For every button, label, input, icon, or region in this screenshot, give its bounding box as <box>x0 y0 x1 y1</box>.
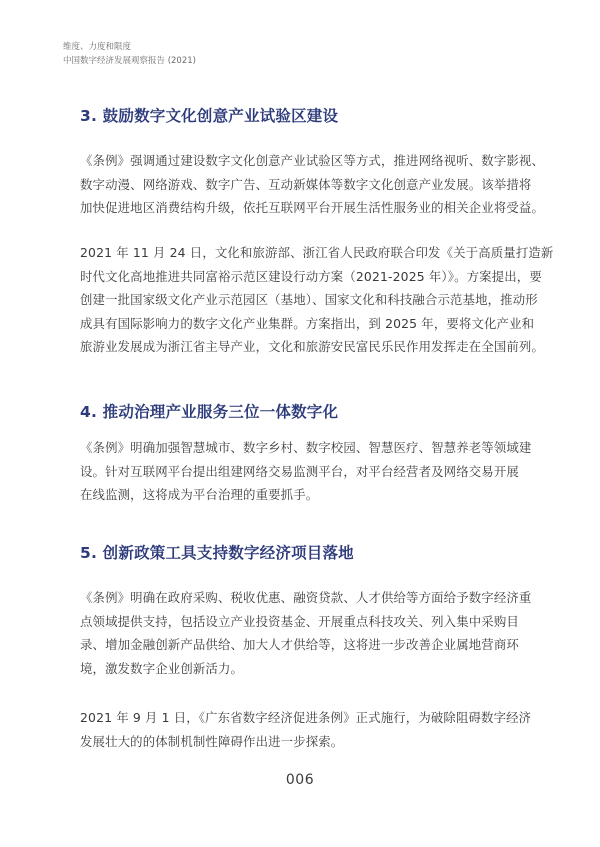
section-4-title: 4. 推动治理产业服务三位一体数字化 <box>80 403 339 421</box>
running-header <box>63 40 196 68</box>
header-line-1: 维度、力度和限度 <box>63 42 132 52</box>
section-4-paragraph-1 <box>80 436 540 507</box>
text-line: 点领域提供支持，包括设立产业投资基金、开展重点科技攻关、列入集中采购目 <box>80 613 519 629</box>
section-5-paragraph-1 <box>80 586 540 680</box>
section-3-title: 3. 鼓励数字文化创意产业试验区建设 <box>80 107 339 125</box>
section-3-paragraph-1 <box>80 149 545 220</box>
text-line: 成具有国际影响力的数字文化产业集群。方案指出，到 2025 年，要将文化产业和 <box>80 315 535 331</box>
text-line: 旅游业发展成为浙江省主导产业，文化和旅游安民富民乐民作用发挥走在全国前列。 <box>80 339 545 355</box>
text-line: 录、增加金融创新产品供给、加大人才供给等，这将进一步改善企业属地营商环 <box>80 637 519 653</box>
text-line: 《条例》明确加强智慧城市、数字乡村、数字校园、智慧医疗、智慧养老等领域建 <box>80 440 532 455</box>
text-line: 发展壮大的的体制机制性障碍作出进一步探索。 <box>80 733 344 749</box>
text-line: 《条例》强调通过建设数字文化创意产业试验区等方式，推进网络视听、数字影视、 <box>80 153 545 168</box>
section-3-paragraph-2 <box>80 241 554 359</box>
text-line: 加快促进地区消费结构升级，依托互联网平台开展生活性服务业的相关企业将受益。 <box>80 200 545 216</box>
text-line: 2021 年 9 月 1 日，《广东省数字经济促进条例》正式施行，为破除阻碍数字经济 <box>80 710 532 725</box>
text-line: 时代文化高地推进共同富裕示范区建设行动方案（2021-2025 年）》。方案提出，要 <box>80 268 542 284</box>
page-number: 006 <box>285 772 315 788</box>
text-line: 创建一批国家级文化产业示范园区（基地）、国家文化和科技融合示范基地，推动形 <box>80 292 538 308</box>
text-line: 《条例》明确在政府采购、税收优惠、融资贷款、人才供给等方面给予数字经济重 <box>80 590 532 605</box>
section-5-paragraph-2 <box>80 706 540 753</box>
text-line: 2021 年 11 月 24 日，文化和旅游部、浙江省人民政府联合印发《关于高质量打造新 <box>80 245 554 260</box>
section-5-title: 5. 创新政策工具支持数字经济项目落地 <box>80 544 354 562</box>
text-line: 境，激发数字企业创新活力。 <box>80 660 244 676</box>
text-line: 设。针对互联网平台提出组建网络交易监测平台，对平台经营者及网络交易开展 <box>80 463 519 479</box>
text-line: 在线监测，这将成为平台治理的重要抓手。 <box>80 487 319 503</box>
header-line-2: 中国数字经济发展观察报告 (2021) <box>63 56 196 66</box>
text-line: 数字动漫、网络游戏、数字广告、互动新媒体等数字文化创意产业发展。该举措将 <box>80 176 532 192</box>
